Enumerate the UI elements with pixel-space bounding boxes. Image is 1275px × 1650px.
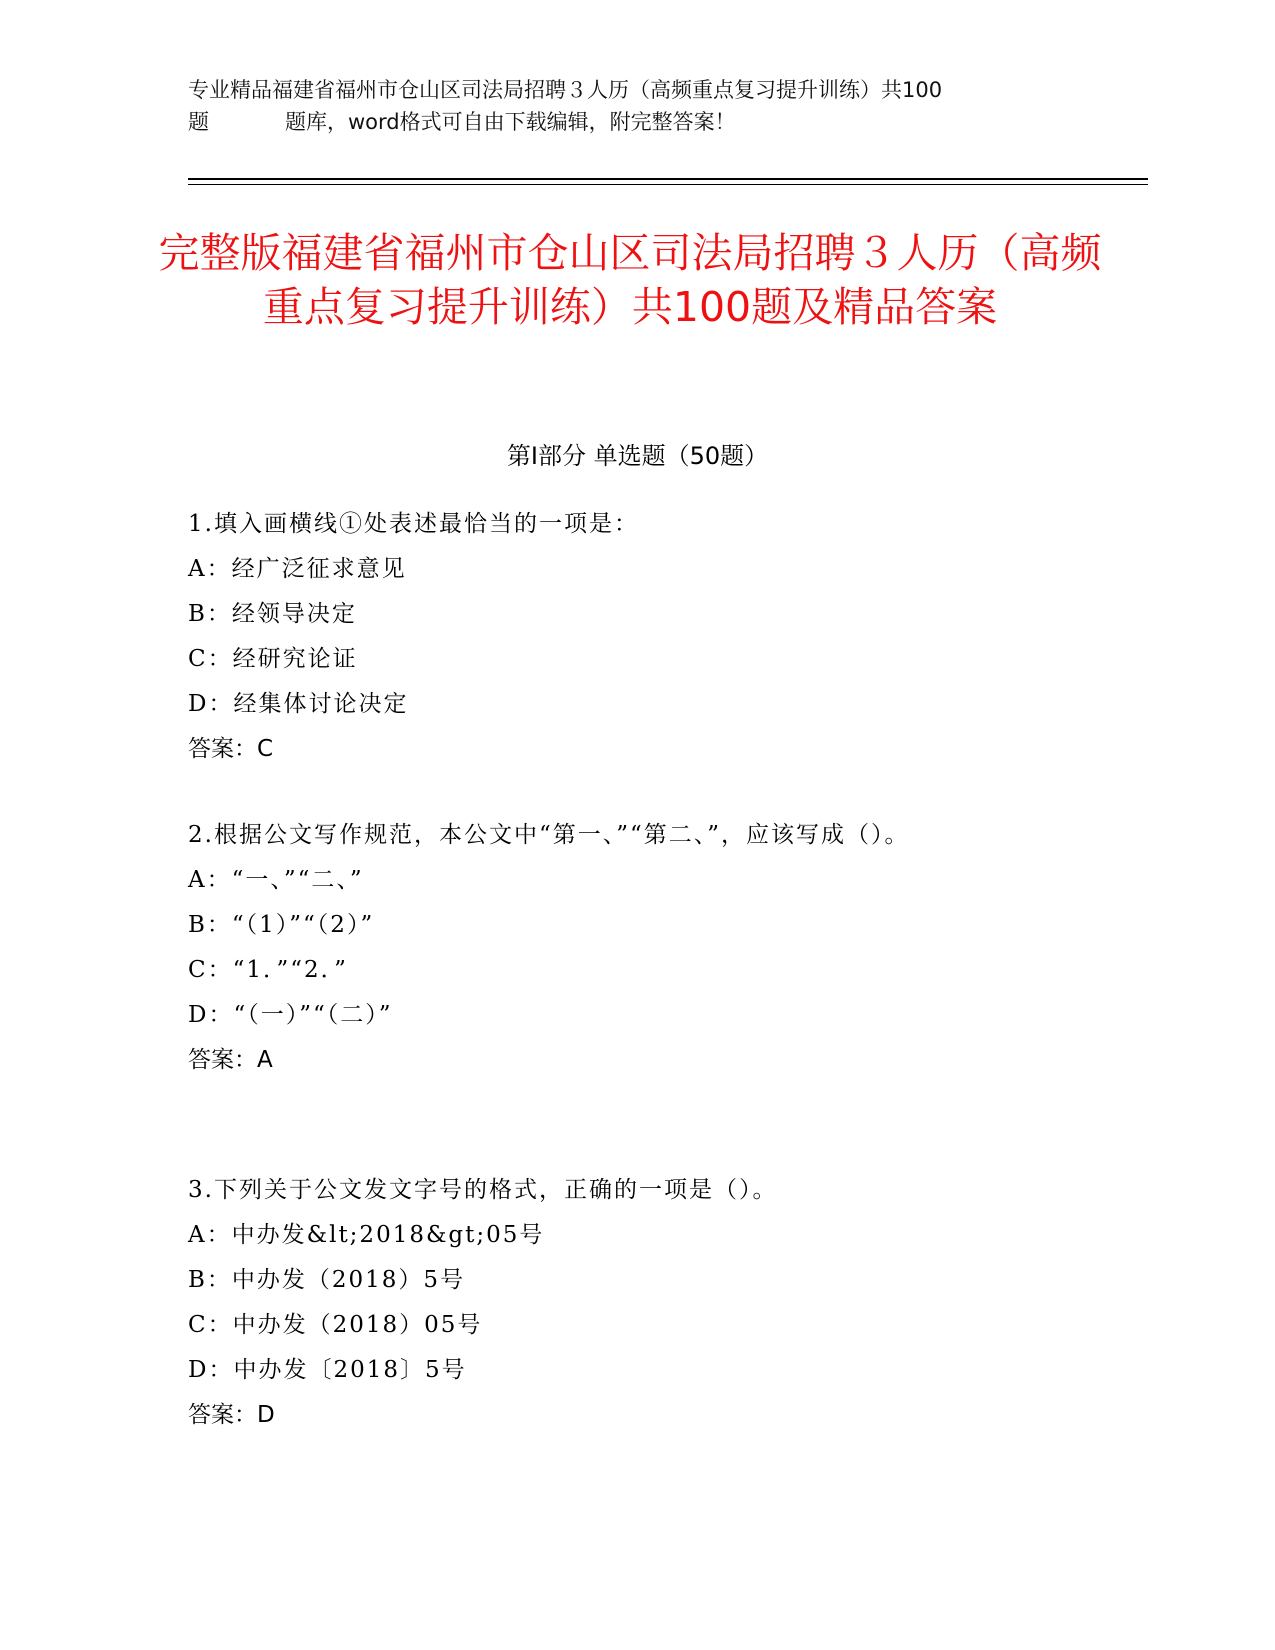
header-note-line-2-prefix: 题 — [188, 110, 209, 134]
header-divider-thin — [188, 184, 1148, 185]
header-note-line-2-text: 题库，word格式可自由下载编辑，附完整答案！ — [285, 110, 736, 134]
question-stem: 3.下列关于公文发文字号的格式，正确的一项是（）。 — [188, 1177, 778, 1203]
question-2 — [188, 813, 1068, 1083]
question-stem: 2.根据公文写作规范，本公文中“第一、”“第二、”，应该写成（）。 — [188, 822, 910, 848]
option-b: B：中办发（2018）5号 — [188, 1267, 466, 1293]
question-3 — [188, 1168, 1068, 1438]
option-b: B：“（1）”“（2）” — [188, 912, 375, 938]
option-c: C：“1．”“2．” — [188, 957, 348, 983]
option-d: D：中办发〔2018〕5号 — [188, 1357, 467, 1383]
option-c: C：中办发（2018）05号 — [188, 1312, 483, 1338]
option-a: A：“一、”“二、” — [188, 867, 364, 893]
header-note-line-1: 专业精品福建省福州市仓山区司法局招聘３人历（高频重点复习提升训练）共100 — [188, 78, 943, 102]
document-title: 完整版福建省福州市仓山区司法局招聘３人历（高频重点复习提升训练）共100题及精品答案 — [158, 229, 1102, 331]
section-heading: 第Ⅰ部分 单选题（50题） — [506, 442, 769, 470]
header-divider-thick — [188, 178, 1148, 180]
question-stem: 1.填入画横线①处表述最恰当的一项是： — [188, 511, 639, 537]
question-1 — [188, 502, 1068, 772]
option-a: A：经广泛征求意见 — [188, 556, 407, 582]
option-b: B：经领导决定 — [188, 601, 357, 627]
answer: 答案：D — [188, 1402, 275, 1428]
option-d: D：“（一）”“（二）” — [188, 1002, 393, 1028]
option-d: D：经集体讨论决定 — [188, 691, 409, 717]
header-note-line-2 — [188, 106, 1088, 138]
option-a: A：中办发&lt;2018&gt;05号 — [188, 1222, 545, 1248]
option-c: C：经研究论证 — [188, 646, 358, 672]
header-note — [188, 74, 1088, 138]
answer: 答案：C — [188, 736, 274, 762]
answer: 答案：A — [188, 1047, 273, 1073]
